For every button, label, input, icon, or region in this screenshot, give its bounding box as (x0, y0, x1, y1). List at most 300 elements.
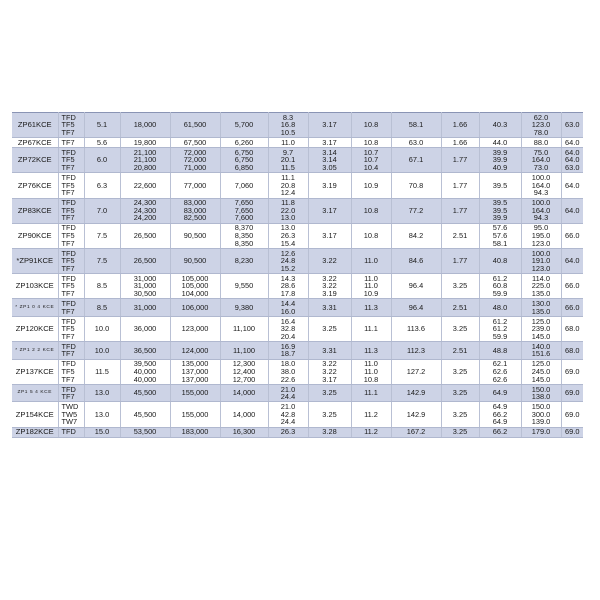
current-a-value: 32.8 (280, 324, 296, 334)
voltage-code: TFD (61, 341, 76, 351)
model-cell: ZP120KCE (12, 316, 58, 341)
displacement-value: 3.25 (452, 427, 468, 437)
rla-cell (391, 148, 441, 173)
power-w-cell (220, 148, 268, 173)
displacement-value: 3.25 (452, 388, 468, 398)
lra-a-value: 114.0 (532, 273, 550, 283)
sound-db-value: 64.0 (565, 180, 580, 190)
sound-db-cell (561, 359, 583, 384)
capacity-btu-value: 135,000 (181, 359, 209, 369)
capacity-btu-cell (170, 299, 220, 317)
cop-value: 3.17 (322, 231, 337, 241)
weight-value: 40.8 (492, 256, 508, 266)
eer-cell (351, 223, 391, 248)
capacity-btu-cell (170, 402, 220, 427)
voltage-code: TF7 (61, 392, 75, 402)
sound-db-cell (561, 198, 583, 223)
displacement-value: 1.77 (452, 180, 468, 190)
displacement-value: 1.77 (452, 256, 468, 266)
capacity-btu-value: 105,000 (181, 281, 209, 291)
current-a-cell (268, 274, 308, 299)
sound-db-value: 66.0 (565, 302, 580, 312)
voltage-code: TW5 (61, 409, 78, 419)
lra-a-value: 135.0 (531, 306, 551, 316)
weight-cell (479, 173, 521, 198)
sound-db-value: 63.0 (565, 163, 580, 173)
current-a-value: 17.8 (280, 289, 296, 299)
power-w-cell (220, 359, 268, 384)
table-row (12, 148, 583, 173)
cop-value: 3.22 (322, 366, 337, 376)
voltage-code: TW7 (61, 417, 78, 427)
lra-a-value: 100.0 (531, 173, 551, 183)
current-a-cell (268, 316, 308, 341)
eer-value: 11.1 (364, 324, 378, 334)
voltage-code: TFD (61, 427, 76, 437)
eer-value: 10.7 (363, 147, 379, 157)
capacity-kcal-cell (120, 342, 170, 360)
cop-cell (308, 384, 351, 402)
capacity-kcal-value: 30,500 (133, 289, 157, 299)
model-cell: * ZP1 0 4 KCE (12, 299, 58, 317)
current-a-value: 16.8 (280, 120, 296, 130)
rla-value: 112.3 (407, 345, 425, 355)
sound-db-cell (561, 138, 583, 148)
current-a-value: 11.8 (281, 198, 295, 208)
table-row (12, 198, 583, 223)
current-a-value: 42.8 (280, 409, 296, 419)
cop-cell (308, 173, 351, 198)
power-w-value: 8,370 (234, 223, 254, 233)
weight-cell (479, 223, 521, 248)
table-row (12, 359, 583, 384)
sound-db-value: 64.0 (565, 155, 580, 165)
weight-cell (479, 384, 521, 402)
capacity-kcal-cell (120, 359, 170, 384)
rla-cell (391, 316, 441, 341)
power-w-value: 16,300 (232, 427, 256, 437)
weight-value: 57.6 (492, 231, 508, 241)
model-cell: ZP90KCE (12, 223, 58, 248)
current-a-value: 11.0 (281, 137, 295, 147)
current-a-value: 14.4 (280, 299, 296, 309)
weight-cell (479, 248, 521, 273)
lra-a-value: 100.0 (531, 198, 551, 208)
eer-value: 10.9 (363, 289, 379, 299)
cop-value: 3.17 (322, 205, 337, 215)
lra-a-value: 135.0 (531, 289, 551, 299)
lra-a-value: 62.0 (533, 112, 549, 122)
lra-a-value: 94.3 (533, 213, 549, 223)
power-w-cell (220, 274, 268, 299)
displacement-value: 2.51 (452, 231, 468, 241)
table-row (12, 274, 583, 299)
rla-cell (391, 138, 441, 148)
lra-a-value: 225.0 (531, 281, 551, 291)
capacity-hp-cell (84, 342, 120, 360)
lra-a-value: 150.0 (531, 402, 551, 412)
displacement-cell (441, 173, 479, 198)
current-a-value: 28.6 (280, 281, 296, 291)
capacity-btu-value: 72,000 (183, 147, 207, 157)
cop-value: 3.22 (322, 359, 337, 369)
cop-value: 3.14 (322, 147, 337, 157)
lra-a-cell (521, 223, 561, 248)
lra-a-value: 179.0 (531, 427, 551, 437)
capacity-kcal-cell (120, 274, 170, 299)
displacement-cell (441, 342, 479, 360)
voltage-code-cell (58, 359, 84, 384)
capacity-hp-value: 6.0 (96, 155, 108, 165)
cop-value: 3.25 (322, 388, 337, 398)
voltage-code: TF7 (61, 163, 75, 173)
capacity-hp-cell (84, 402, 120, 427)
sound-db-value: 69.0 (565, 388, 580, 398)
lra-a-value: 239.0 (531, 324, 551, 334)
eer-value: 10.7 (363, 155, 379, 165)
eer-value: 10.8 (363, 231, 379, 241)
weight-value: 48.0 (492, 302, 508, 312)
capacity-kcal-value: 45,500 (133, 409, 157, 419)
power-w-value: 7,060 (234, 180, 254, 190)
capacity-hp-value: 5.6 (96, 137, 108, 147)
displacement-value: 3.25 (452, 281, 468, 291)
lra-a-value: 123.0 (531, 120, 551, 130)
weight-cell (479, 299, 521, 317)
eer-value: 11.2 (364, 427, 378, 437)
voltage-code: TF7 (61, 188, 75, 198)
power-w-cell (220, 248, 268, 273)
capacity-btu-value: 155,000 (181, 388, 209, 398)
capacity-kcal-value: 39,500 (133, 359, 157, 369)
power-w-value: 8,350 (234, 231, 254, 241)
capacity-btu-value: 77,000 (183, 180, 207, 190)
cop-value: 3.19 (322, 180, 337, 190)
capacity-hp-cell (84, 198, 120, 223)
spec-table-body (12, 113, 583, 438)
capacity-kcal-cell (120, 138, 170, 148)
capacity-btu-cell (170, 274, 220, 299)
lra-a-cell (521, 384, 561, 402)
cop-value: 3.22 (322, 256, 337, 266)
lra-a-value: 139.0 (531, 417, 551, 427)
sound-db-cell (561, 274, 583, 299)
voltage-code: TFD (61, 223, 76, 233)
weight-value: 39.5 (492, 180, 508, 190)
lra-a-cell (521, 402, 561, 427)
current-a-value: 16.9 (280, 341, 296, 351)
weight-value: 40.3 (492, 120, 508, 130)
power-w-cell (220, 299, 268, 317)
lra-a-cell (521, 113, 561, 138)
capacity-btu-cell (170, 316, 220, 341)
capacity-btu-value: 104,000 (181, 289, 209, 299)
capacity-hp-cell (84, 427, 120, 437)
table-row (12, 384, 583, 402)
power-w-value: 12,400 (232, 366, 256, 376)
voltage-code-cell (58, 299, 84, 317)
sound-db-value: 64.0 (565, 137, 580, 147)
current-a-value: 11.5 (281, 163, 295, 173)
weight-cell (479, 138, 521, 148)
weight-value: 64.9 (492, 388, 508, 398)
power-w-value: 7,650 (234, 198, 254, 208)
model-cell: ZP61KCE (12, 113, 58, 138)
capacity-btu-cell (170, 198, 220, 223)
current-a-cell (268, 223, 308, 248)
current-a-value: 8.3 (282, 112, 294, 122)
lra-a-cell (521, 316, 561, 341)
voltage-code: TF7 (61, 137, 75, 147)
current-a-value: 13.0 (280, 213, 296, 223)
rla-value: 96.4 (408, 281, 424, 291)
weight-cell (479, 427, 521, 437)
eer-cell (351, 384, 391, 402)
capacity-kcal-value: 24,300 (133, 205, 157, 215)
current-a-cell (268, 173, 308, 198)
capacity-hp-value: 13.0 (94, 409, 110, 419)
current-a-value: 21.0 (280, 402, 296, 412)
power-w-cell (220, 384, 268, 402)
capacity-kcal-cell (120, 198, 170, 223)
capacity-hp-value: 10.0 (94, 324, 110, 334)
table-row (12, 173, 583, 198)
current-a-value: 12.6 (280, 248, 296, 258)
weight-value: 62.1 (492, 359, 508, 369)
lra-a-value: 88.0 (533, 137, 549, 147)
lra-a-value: 125.0 (531, 316, 551, 326)
rla-value: 84.2 (408, 231, 424, 241)
capacity-hp-cell (84, 223, 120, 248)
capacity-btu-value: 124,000 (181, 345, 209, 355)
voltage-code: TF7 (61, 331, 75, 341)
table-row (12, 342, 583, 360)
current-a-value: 26.3 (280, 427, 296, 437)
lra-a-value: 245.0 (531, 366, 551, 376)
current-a-value: 18.0 (280, 359, 296, 369)
capacity-hp-cell (84, 316, 120, 341)
table-row (12, 248, 583, 273)
sound-db-value: 63.0 (565, 120, 580, 130)
voltage-code: TFD (61, 316, 76, 326)
sound-db-value: 64.0 (565, 256, 580, 266)
sound-db-cell (561, 316, 583, 341)
voltage-code: TFD (61, 112, 76, 122)
displacement-cell (441, 148, 479, 173)
capacity-btu-cell (170, 342, 220, 360)
capacity-kcal-value: 19,800 (133, 137, 157, 147)
voltage-code: TF7 (61, 238, 75, 248)
capacity-kcal-value: 26,500 (133, 231, 157, 241)
current-a-value: 20.1 (280, 155, 296, 165)
weight-value: 39.9 (492, 155, 508, 165)
weight-cell (479, 402, 521, 427)
lra-a-value: 75.0 (533, 147, 549, 157)
displacement-cell (441, 138, 479, 148)
lra-a-value: 123.0 (531, 263, 551, 273)
cop-cell (308, 274, 351, 299)
weight-value: 64.9 (492, 417, 508, 427)
capacity-kcal-cell (120, 173, 170, 198)
capacity-btu-value: 105,000 (181, 273, 209, 283)
eer-cell (351, 402, 391, 427)
cop-value: 3.22 (322, 281, 337, 291)
voltage-code-cell (58, 248, 84, 273)
eer-value: 11.0 (364, 359, 378, 369)
cop-cell (308, 138, 351, 148)
power-w-value: 9,380 (234, 302, 254, 312)
capacity-btu-value: 72,000 (183, 155, 207, 165)
capacity-hp-value: 7.0 (96, 205, 108, 215)
weight-value: 62.6 (492, 366, 508, 376)
rla-value: 70.8 (408, 180, 424, 190)
eer-value: 10.9 (363, 180, 379, 190)
current-a-cell (268, 138, 308, 148)
eer-cell (351, 148, 391, 173)
current-a-value: 16.4 (280, 316, 296, 326)
voltage-code-cell (58, 223, 84, 248)
power-w-value: 14,000 (232, 388, 256, 398)
rla-cell (391, 113, 441, 138)
cop-value: 3.25 (322, 409, 337, 419)
sound-db-value: 64.0 (565, 147, 580, 157)
weight-cell (479, 198, 521, 223)
model-cell: ZP72KCE (12, 148, 58, 173)
lra-a-value: 78.0 (533, 127, 549, 137)
spec-table-sheet (12, 112, 583, 438)
capacity-btu-value: 83,000 (183, 205, 207, 215)
cop-value: 3.17 (322, 120, 337, 130)
capacity-hp-cell (84, 359, 120, 384)
voltage-code: TFD (61, 273, 76, 283)
capacity-btu-cell (170, 359, 220, 384)
capacity-kcal-value: 40,000 (133, 374, 157, 384)
displacement-cell (441, 299, 479, 317)
capacity-kcal-cell (120, 248, 170, 273)
power-w-value: 14,000 (232, 409, 256, 419)
rla-cell (391, 248, 441, 273)
model-cell: ZP76KCE (12, 173, 58, 198)
power-w-value: 9,550 (234, 281, 254, 291)
cop-cell (308, 248, 351, 273)
rla-cell (391, 342, 441, 360)
capacity-hp-cell (84, 248, 120, 273)
lra-a-value: 145.0 (531, 331, 551, 341)
sound-db-value: 66.0 (565, 231, 580, 241)
capacity-btu-cell (170, 113, 220, 138)
current-a-cell (268, 342, 308, 360)
weight-value: 61.2 (492, 273, 508, 283)
capacity-hp-value: 8.5 (96, 281, 108, 291)
cop-value: 3.31 (322, 345, 337, 355)
eer-value: 11.3 (364, 302, 378, 312)
model-cell: ZP1 5 4 KCE (12, 384, 58, 402)
lra-a-value: 164.0 (531, 180, 551, 190)
power-w-cell (220, 113, 268, 138)
power-w-value: 6,750 (234, 155, 254, 165)
power-w-cell (220, 342, 268, 360)
power-w-value: 8,350 (234, 238, 254, 248)
rla-value: 127.2 (406, 366, 426, 376)
eer-value: 11.0 (364, 281, 378, 291)
current-a-cell (268, 113, 308, 138)
eer-cell (351, 342, 391, 360)
current-a-cell (268, 299, 308, 317)
current-a-value: 26.3 (280, 231, 296, 241)
sound-db-cell (561, 342, 583, 360)
lra-a-cell (521, 342, 561, 360)
eer-cell (351, 359, 391, 384)
voltage-code: TF7 (61, 349, 75, 359)
capacity-kcal-value: 20,800 (133, 163, 157, 173)
weight-value: 40.9 (492, 163, 508, 173)
capacity-btu-value: 67,500 (183, 137, 207, 147)
current-a-cell (268, 359, 308, 384)
capacity-kcal-value: 36,000 (133, 324, 157, 334)
lra-a-value: 140.0 (531, 341, 551, 351)
displacement-value: 3.25 (452, 366, 468, 376)
power-w-value: 11,100 (232, 324, 256, 334)
current-a-value: 9.7 (282, 147, 294, 157)
eer-value: 10.8 (363, 137, 379, 147)
displacement-cell (441, 316, 479, 341)
power-w-cell (220, 198, 268, 223)
sound-db-cell (561, 384, 583, 402)
voltage-code: TF5 (61, 366, 75, 376)
lra-a-value: 95.0 (533, 223, 549, 233)
cop-cell (308, 359, 351, 384)
weight-value: 44.0 (492, 137, 508, 147)
rla-value: 67.1 (408, 155, 424, 165)
capacity-kcal-cell (120, 402, 170, 427)
capacity-kcal-cell (120, 223, 170, 248)
voltage-code: TFD (61, 248, 76, 258)
weight-cell (479, 148, 521, 173)
capacity-hp-value: 7.5 (96, 231, 108, 241)
cop-cell (308, 198, 351, 223)
weight-value: 58.1 (492, 238, 508, 248)
capacity-hp-cell (84, 274, 120, 299)
sound-db-cell (561, 113, 583, 138)
current-a-value: 15.2 (280, 263, 296, 273)
voltage-code-cell (58, 173, 84, 198)
eer-cell (351, 274, 391, 299)
current-a-value: 11.1 (281, 173, 295, 183)
current-a-value: 13.0 (280, 223, 296, 233)
eer-value: 11.1 (364, 388, 378, 398)
sound-db-cell (561, 223, 583, 248)
rla-value: 113.6 (407, 324, 425, 334)
current-a-cell (268, 427, 308, 437)
capacity-kcal-cell (120, 316, 170, 341)
displacement-cell (441, 198, 479, 223)
capacity-kcal-cell (120, 427, 170, 437)
voltage-code: TF7 (61, 127, 75, 137)
lra-a-cell (521, 148, 561, 173)
displacement-value: 1.66 (452, 120, 468, 130)
capacity-hp-cell (84, 299, 120, 317)
capacity-btu-value: 123,000 (181, 324, 209, 334)
model-cell: ZP83KCE (12, 198, 58, 223)
eer-value: 11.0 (364, 366, 378, 376)
current-a-cell (268, 402, 308, 427)
lra-a-value: 151.6 (531, 349, 551, 359)
current-a-value: 21.0 (280, 384, 296, 394)
sound-db-value: 68.0 (565, 345, 580, 355)
current-a-value: 15.4 (280, 238, 296, 248)
power-w-value: 7,650 (234, 205, 254, 215)
displacement-cell (441, 113, 479, 138)
